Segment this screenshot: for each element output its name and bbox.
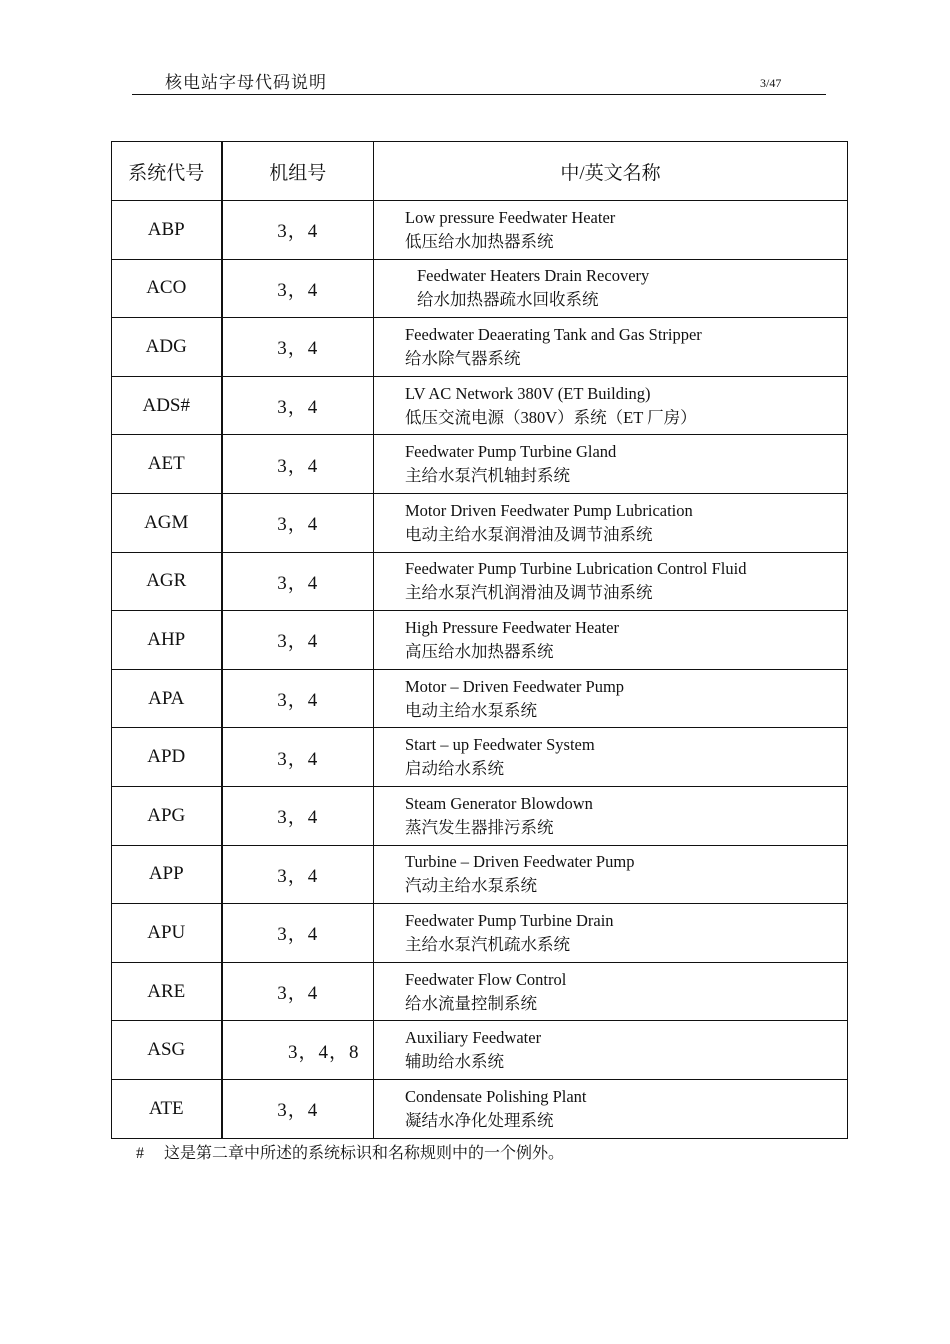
chinese-name: 电动主给水泵系统 [405, 700, 537, 720]
column-header-name: 中/英文名称 [374, 142, 848, 201]
table-row [112, 318, 848, 377]
english-name: Turbine – Driven Feedwater Pump [405, 852, 635, 872]
system-name-cell [374, 728, 848, 787]
system-name-cell [374, 376, 848, 435]
chinese-name: 启动给水系统 [405, 759, 504, 779]
unit-number-cell: 3，4 [222, 962, 374, 1021]
system-code-table [111, 141, 848, 1139]
system-name-cell [374, 201, 848, 260]
table-row [112, 1079, 848, 1138]
english-name: Feedwater Pump Turbine Lubrication Control Fluid [405, 559, 747, 579]
header-rule [132, 94, 826, 95]
system-code-cell: ACO [112, 259, 222, 318]
table-row [112, 1021, 848, 1080]
system-name-cell [374, 493, 848, 552]
system-code-cell: AET [112, 435, 222, 494]
system-name-cell [374, 962, 848, 1021]
english-name: Low pressure Feedwater Heater [405, 207, 616, 227]
chinese-name: 给水流量控制系统 [405, 993, 537, 1013]
chinese-name: 主给水泵汽机轴封系统 [405, 466, 570, 486]
system-name-cell [374, 611, 848, 670]
unit-number-cell: 3，4 [222, 786, 374, 845]
system-code-cell: ADS# [112, 376, 222, 435]
footnote [136, 1140, 564, 1163]
system-name-cell [374, 435, 848, 494]
table-row [112, 728, 848, 787]
english-name: Motor – Driven Feedwater Pump [405, 676, 625, 696]
column-header-system-code: 系统代号 [112, 142, 222, 201]
unit-number-cell: 3，4 [222, 552, 374, 611]
system-code-cell: ATE [112, 1079, 222, 1138]
column-header-unit: 机组号 [222, 142, 374, 201]
system-name-cell [374, 318, 848, 377]
unit-number-cell: 3，4 [222, 259, 374, 318]
unit-number-cell: 3，4 [222, 904, 374, 963]
unit-number-cell: 3，4 [222, 493, 374, 552]
system-code-cell: ARE [112, 962, 222, 1021]
system-name-cell [374, 1021, 848, 1080]
table-row [112, 962, 848, 1021]
english-name: Condensate Polishing Plant [405, 1086, 587, 1106]
english-name: Feedwater Pump Turbine Gland [405, 442, 617, 462]
chinese-name: 高压给水加热器系统 [405, 641, 554, 661]
english-name: Feedwater Pump Turbine Drain [405, 910, 614, 930]
english-name: High Pressure Feedwater Heater [405, 617, 619, 637]
system-name-cell [374, 786, 848, 845]
table-row [112, 201, 848, 260]
chinese-name: 凝结水净化处理系统 [405, 1110, 554, 1130]
english-name: Start – up Feedwater System [405, 735, 595, 755]
english-name: Feedwater Deaerating Tank and Gas Stripper [405, 324, 702, 344]
table-row [112, 376, 848, 435]
system-code-cell: ASG [112, 1021, 222, 1080]
table-row [112, 259, 848, 318]
system-code-cell: APG [112, 786, 222, 845]
chinese-name: 蒸汽发生器排污系统 [405, 817, 554, 837]
unit-number-cell: 3，4 [222, 1079, 374, 1138]
system-code-cell: AGR [112, 552, 222, 611]
chinese-name: 给水除气器系统 [405, 348, 521, 368]
english-name: Steam Generator Blowdown [405, 793, 593, 813]
system-name-cell [374, 669, 848, 728]
system-name-cell [374, 552, 848, 611]
unit-number-cell: 3，4 [222, 611, 374, 670]
document-title: 核电站字母代码说明 [165, 73, 327, 92]
footnote-text: 这是第二章中所述的系统标识和名称规则中的一个例外。 [164, 1145, 565, 1162]
chinese-name: 给水加热器疏水回收系统 [417, 290, 599, 310]
chinese-name: 主给水泵汽机润滑油及调节油系统 [405, 583, 653, 603]
unit-number-cell: 3，4 [222, 728, 374, 787]
system-name-cell [374, 904, 848, 963]
page-number: 3/47 [760, 76, 782, 90]
chinese-name: 汽动主给水泵系统 [405, 876, 537, 896]
system-name-cell [374, 845, 848, 904]
table-row [112, 493, 848, 552]
chinese-name: 主给水泵汽机疏水系统 [405, 934, 570, 954]
table-row [112, 845, 848, 904]
system-code-cell: APA [112, 669, 222, 728]
unit-number-cell: 3，4 [222, 435, 374, 494]
english-name: LV AC Network 380V (ET Building) [405, 383, 651, 403]
unit-number-cell: 3，4 [222, 318, 374, 377]
system-code-cell: APU [112, 904, 222, 963]
system-name-cell [374, 259, 848, 318]
table-header-row [112, 142, 848, 201]
table-row [112, 552, 848, 611]
table-row [112, 669, 848, 728]
chinese-name: 低压给水加热器系统 [405, 231, 554, 251]
unit-number-cell: 3，4 [222, 845, 374, 904]
system-code-cell: APP [112, 845, 222, 904]
table-row [112, 904, 848, 963]
table-row [112, 786, 848, 845]
system-code-cell: ABP [112, 201, 222, 260]
footnote-mark: # [136, 1145, 144, 1162]
system-code-cell: APD [112, 728, 222, 787]
unit-number-cell: 3，4，8 [222, 1021, 374, 1080]
unit-number-cell: 3，4 [222, 201, 374, 260]
english-name: Feedwater Heaters Drain Recovery [417, 266, 650, 286]
english-name: Auxiliary Feedwater [405, 1028, 542, 1048]
table-row [112, 435, 848, 494]
system-name-cell [374, 1079, 848, 1138]
english-name: Feedwater Flow Control [405, 969, 567, 989]
english-name: Motor Driven Feedwater Pump Lubrication [405, 500, 693, 520]
chinese-name: 低压交流电源（380V）系统（ET 厂房） [405, 407, 697, 427]
chinese-name: 辅助给水系统 [405, 1052, 504, 1072]
system-code-cell: AHP [112, 611, 222, 670]
table-row [112, 611, 848, 670]
chinese-name: 电动主给水泵润滑油及调节油系统 [405, 524, 653, 544]
system-code-cell: ADG [112, 318, 222, 377]
unit-number-cell: 3，4 [222, 669, 374, 728]
unit-number-cell: 3，4 [222, 376, 374, 435]
system-code-cell: AGM [112, 493, 222, 552]
